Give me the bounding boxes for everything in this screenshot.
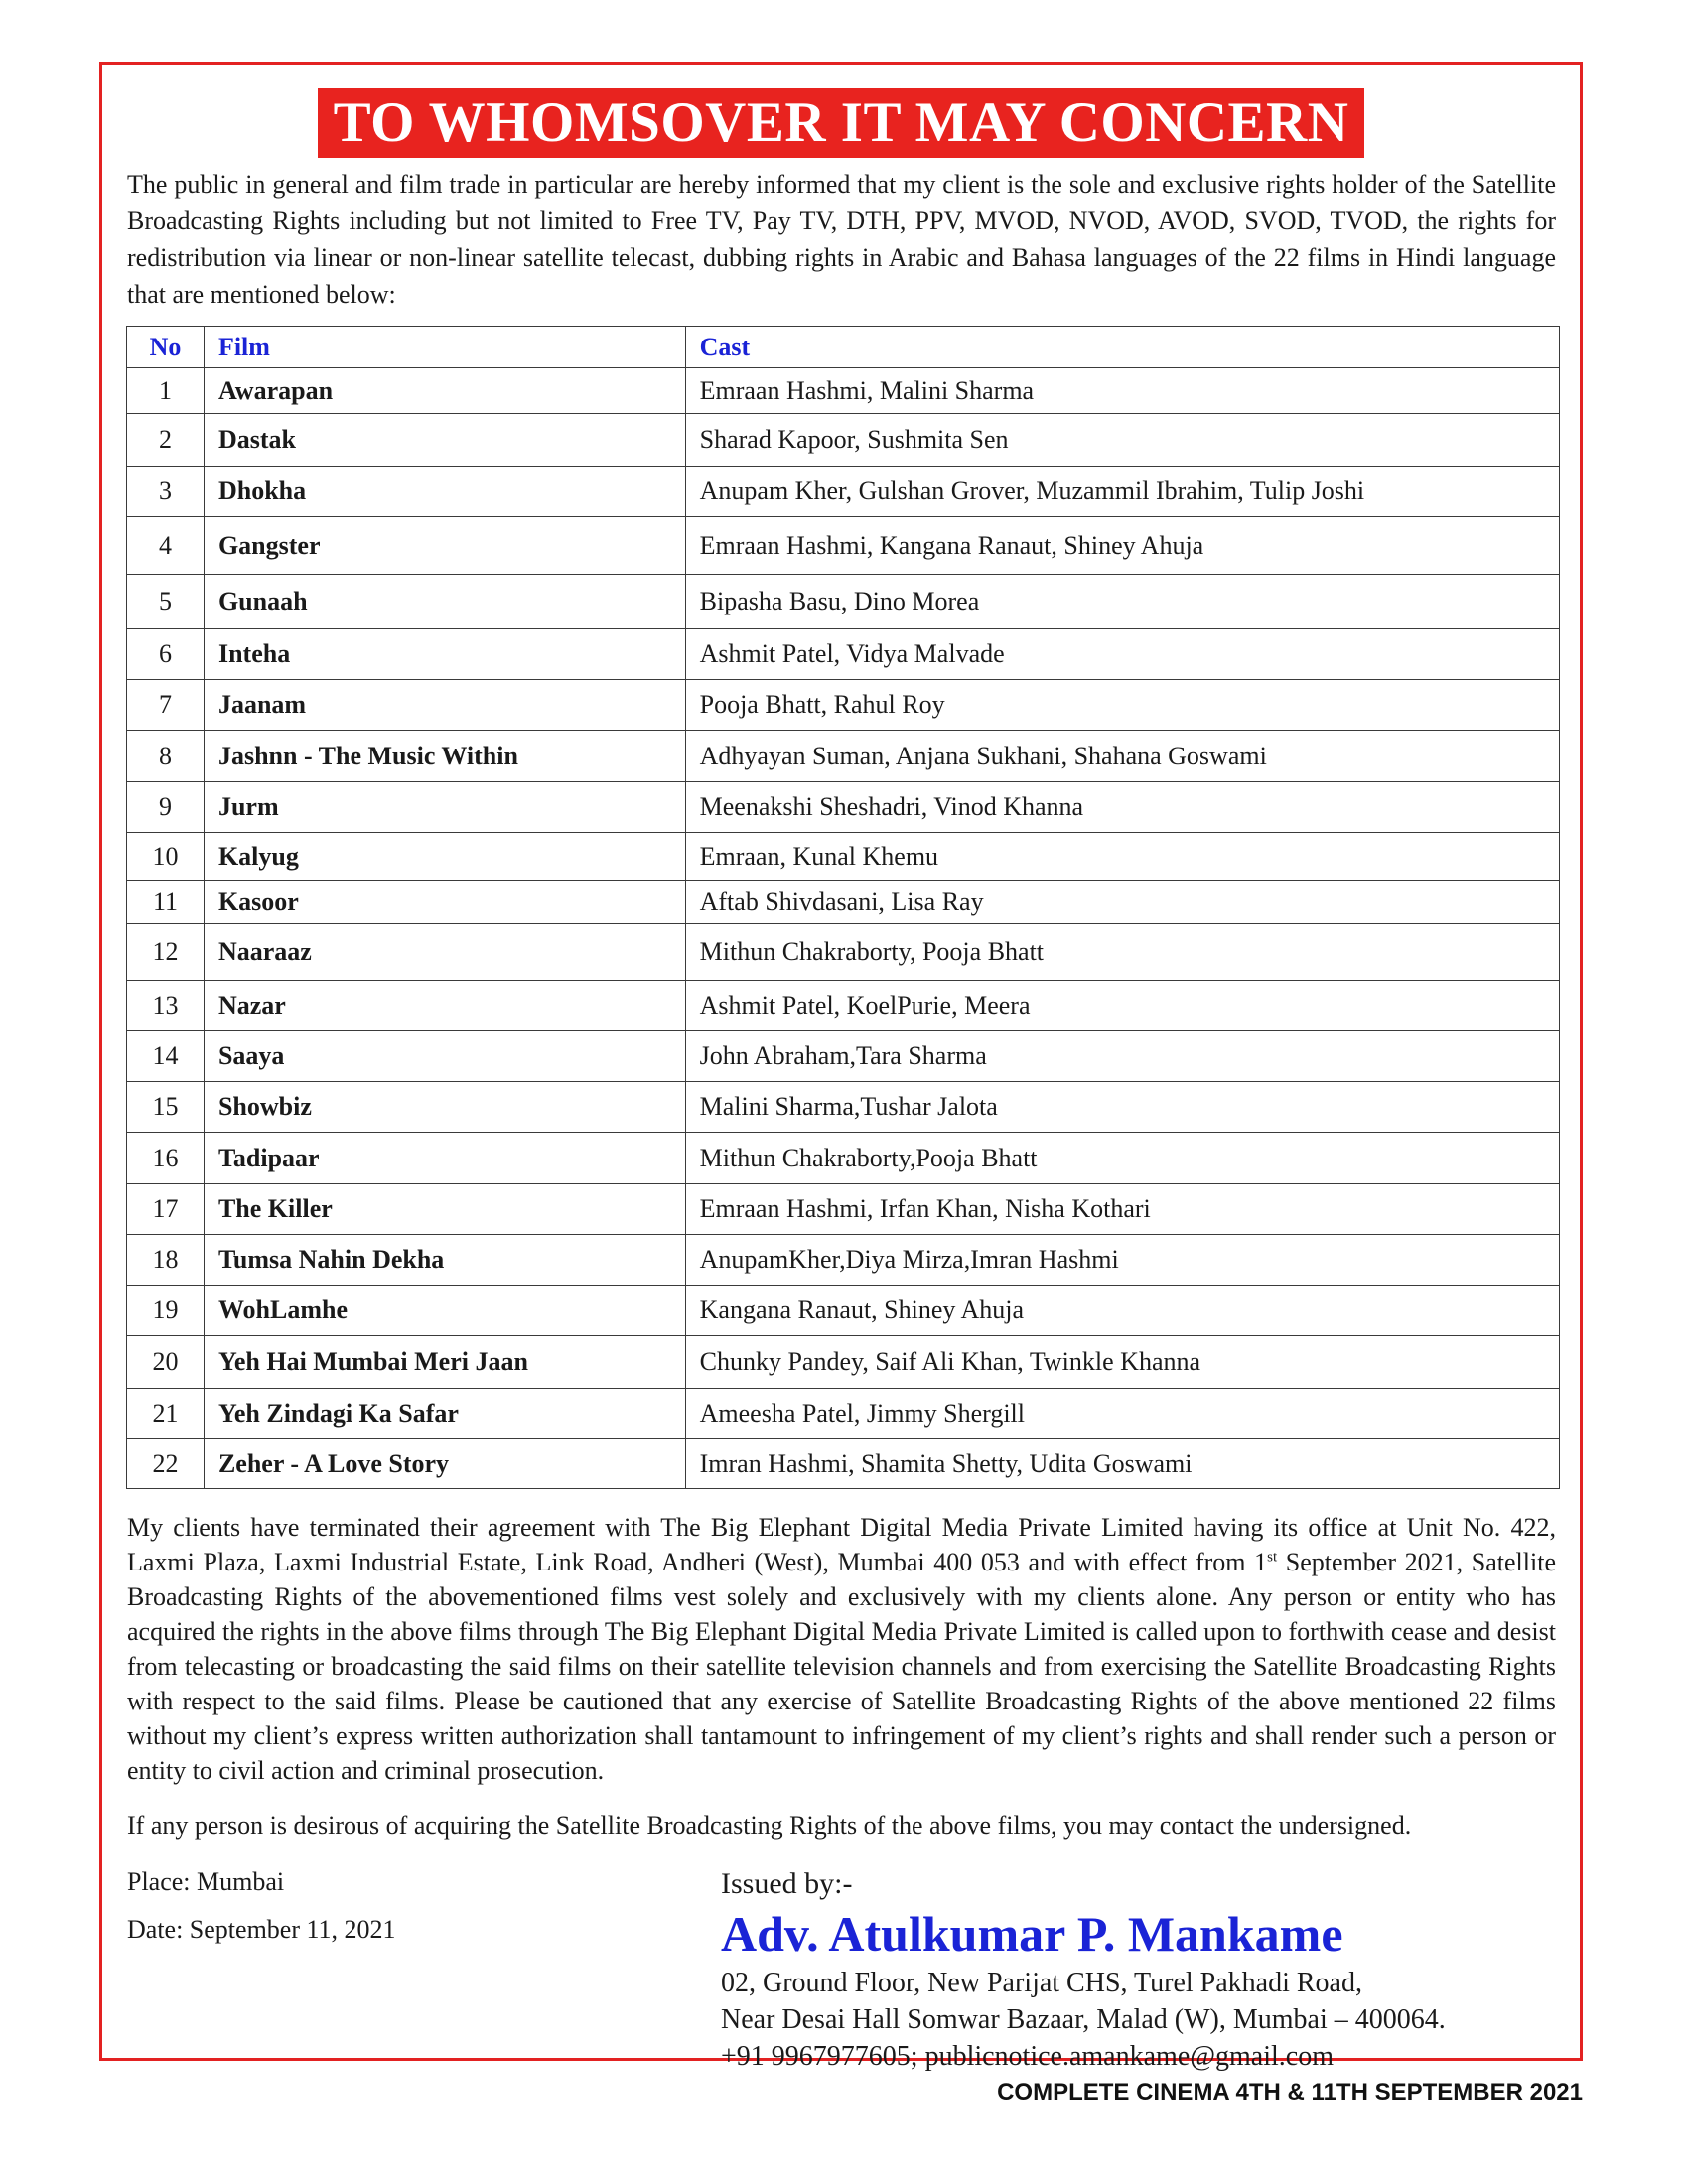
table-row [127,924,1560,981]
film-number: 18 [127,1235,205,1286]
film-title: Jurm [204,782,685,833]
table-row [127,782,1560,833]
film-number: 20 [127,1336,205,1389]
address-line-1: 02, Ground Floor, New Parijat CHS, Turel Pakhadi Road, [721,1968,1362,1998]
table-row [127,1389,1560,1439]
films-table [126,326,1560,1489]
film-title: Dastak [204,414,685,467]
table-row [127,881,1560,924]
films-table-body [127,368,1560,1489]
publication-footer: COMPLETE CINEMA 4TH & 11TH SEPTEMBER 2021 [997,2079,1583,2106]
film-cast: Emraan, Kunal Khemu [685,833,1559,881]
header-film: Film [204,327,685,368]
termination-paragraph [127,1510,1556,1788]
film-number: 22 [127,1439,205,1489]
table-row [127,1031,1560,1082]
table-row [127,629,1560,680]
intro-paragraph: The public in general and film trade in particular are hereby informed that my client is the sole and exclusive rights holder of the Satellite Broadcasting Rights including but not limited to Free TV, Pay TV, DTH, PPV, MVOD, NVOD, AVOD, SVOD, TVOD, the rights for redistribution via linear or non-linear satellite telecast, dubbing rights in Arabic and Bahasa languages of the 22 films in Hindi language that are mentioned below: [127,170,1556,309]
film-cast: Malini Sharma,Tushar Jalota [685,1082,1559,1133]
table-row [127,981,1560,1031]
table-row [127,467,1560,517]
film-title: Kasoor [204,881,685,924]
film-title: WohLamhe [204,1286,685,1336]
film-number: 6 [127,629,205,680]
table-row [127,1235,1560,1286]
film-cast: Emraan Hashmi, Malini Sharma [685,368,1559,414]
film-cast: Mithun Chakraborty, Pooja Bhatt [685,924,1559,981]
film-number: 19 [127,1286,205,1336]
film-number: 4 [127,517,205,575]
film-number: 10 [127,833,205,881]
film-number: 7 [127,680,205,731]
film-number: 5 [127,575,205,629]
issuer-block [721,1865,1446,2075]
film-title: Jashnn - The Music Within [204,731,685,782]
film-number: 17 [127,1184,205,1235]
film-cast: Bipasha Basu, Dino Morea [685,575,1559,629]
table-row [127,731,1560,782]
film-cast: Anupam Kher, Gulshan Grover, Muzammil Ibrahim, Tulip Joshi [685,467,1559,517]
film-number: 3 [127,467,205,517]
address-line-2: Near Desai Hall Somwar Bazaar, Malad (W), Mumbai – 400064. [721,2004,1446,2035]
film-cast: Adhyayan Suman, Anjana Sukhani, Shahana Goswami [685,731,1559,782]
ordinal-suffix: st [1267,1549,1278,1566]
film-cast: Ameesha Patel, Jimmy Shergill [685,1389,1559,1439]
table-row [127,575,1560,629]
film-cast: Imran Hashmi, Shamita Shetty, Udita Goswami [685,1439,1559,1489]
table-row [127,517,1560,575]
film-title: Dhokha [204,467,685,517]
table-row [127,1336,1560,1389]
film-title: Gangster [204,517,685,575]
header-cast: Cast [685,327,1559,368]
table-row [127,368,1560,414]
film-title: Gunaah [204,575,685,629]
film-number: 15 [127,1082,205,1133]
title-wrap [102,88,1580,158]
film-number: 21 [127,1389,205,1439]
film-cast: Aftab Shivdasani, Lisa Ray [685,881,1559,924]
film-title: Awarapan [204,368,685,414]
film-title: Nazar [204,981,685,1031]
film-number: 14 [127,1031,205,1082]
film-title: Jaanam [204,680,685,731]
table-row [127,1082,1560,1133]
film-cast: Emraan Hashmi, Kangana Ranaut, Shiney Ahuja [685,517,1559,575]
table-row [127,414,1560,467]
film-number: 1 [127,368,205,414]
notice-title: TO WHOMSOVER IT MAY CONCERN [318,88,1365,158]
date-line: Date: September 11, 2021 [127,1915,396,1944]
table-row [127,1184,1560,1235]
film-number: 12 [127,924,205,981]
place-line: Place: Mumbai [127,1867,285,1896]
film-title: Naaraaz [204,924,685,981]
film-cast: Mithun Chakraborty,Pooja Bhatt [685,1133,1559,1184]
film-title: Inteha [204,629,685,680]
notice-frame [99,62,1583,2072]
termination-text-2: September 2021, Satellite Broadcasting Rights of the abovementioned films vest solely and exclusively with my clients alone. Any person or entity who has acquired the rights in the above films through The Big Elephant Digital Media Private Limited is called upon to forthwith cease and desist from telecasting or broadcasting the said films on their satellite television channels and from exercising the Satellite Broadcasting Rights with respect to the said films. Please be cautioned that any exercise of Satellite Broadcasting Rights of the above mentioned 22 films without my client’s express written authorization shall tantamount to infringement of my client’s rights and shall render such a person or entity to civil action and criminal prosecution. [127,1548,1556,1785]
termination-text-1: My clients have terminated their agreement with The Big Elephant Digital Media Private Limited having its office at Unit No. 422, Laxmi Plaza, Laxmi Industrial Estate, Link Road, Andheri (West), Mumbai 400 053 and with effect from 1 [127,1513,1556,1576]
film-cast: Emraan Hashmi, Irfan Khan, Nisha Kothari [685,1184,1559,1235]
table-row [127,680,1560,731]
film-number: 11 [127,881,205,924]
contact-line: +91 9967977605; publicnotice.amankame@gmail.com [721,2041,1334,2072]
film-cast: Kangana Ranaut, Shiney Ahuja [685,1286,1559,1336]
film-title: Yeh Hai Mumbai Meri Jaan [204,1336,685,1389]
film-number: 9 [127,782,205,833]
film-title: Showbiz [204,1082,685,1133]
film-cast: Meenakshi Sheshadri, Vinod Khanna [685,782,1559,833]
film-cast: Chunky Pandey, Saif Ali Khan, Twinkle Khanna [685,1336,1559,1389]
film-number: 2 [127,414,205,467]
table-row [127,1133,1560,1184]
film-cast: Ashmit Patel, KoelPurie, Meera [685,981,1559,1031]
film-cast: Pooja Bhatt, Rahul Roy [685,680,1559,731]
film-title: Tadipaar [204,1133,685,1184]
table-row [127,833,1560,881]
film-title: Yeh Zindagi Ka Safar [204,1389,685,1439]
film-cast: John Abraham,Tara Sharma [685,1031,1559,1082]
film-cast: AnupamKher,Diya Mirza,Imran Hashmi [685,1235,1559,1286]
table-header-row [127,327,1560,368]
advocate-name: Adv. Atulkumar P. Mankame [721,1906,1343,1962]
table-row [127,1439,1560,1489]
table-row [127,1286,1560,1336]
contact-paragraph: If any person is desirous of acquiring the Satellite Broadcasting Rights of the above films, you may contact the undersigned. [127,1811,1412,1840]
issued-by-label: Issued by:- [721,1867,853,1900]
header-no: No [127,327,205,368]
film-title: Tumsa Nahin Dekha [204,1235,685,1286]
film-number: 13 [127,981,205,1031]
film-title: Saaya [204,1031,685,1082]
film-cast: Sharad Kapoor, Sushmita Sen [685,414,1559,467]
film-title: Kalyug [204,833,685,881]
film-number: 16 [127,1133,205,1184]
film-number: 8 [127,731,205,782]
film-cast: Ashmit Patel, Vidya Malvade [685,629,1559,680]
film-title: Zeher - A Love Story [204,1439,685,1489]
film-title: The Killer [204,1184,685,1235]
